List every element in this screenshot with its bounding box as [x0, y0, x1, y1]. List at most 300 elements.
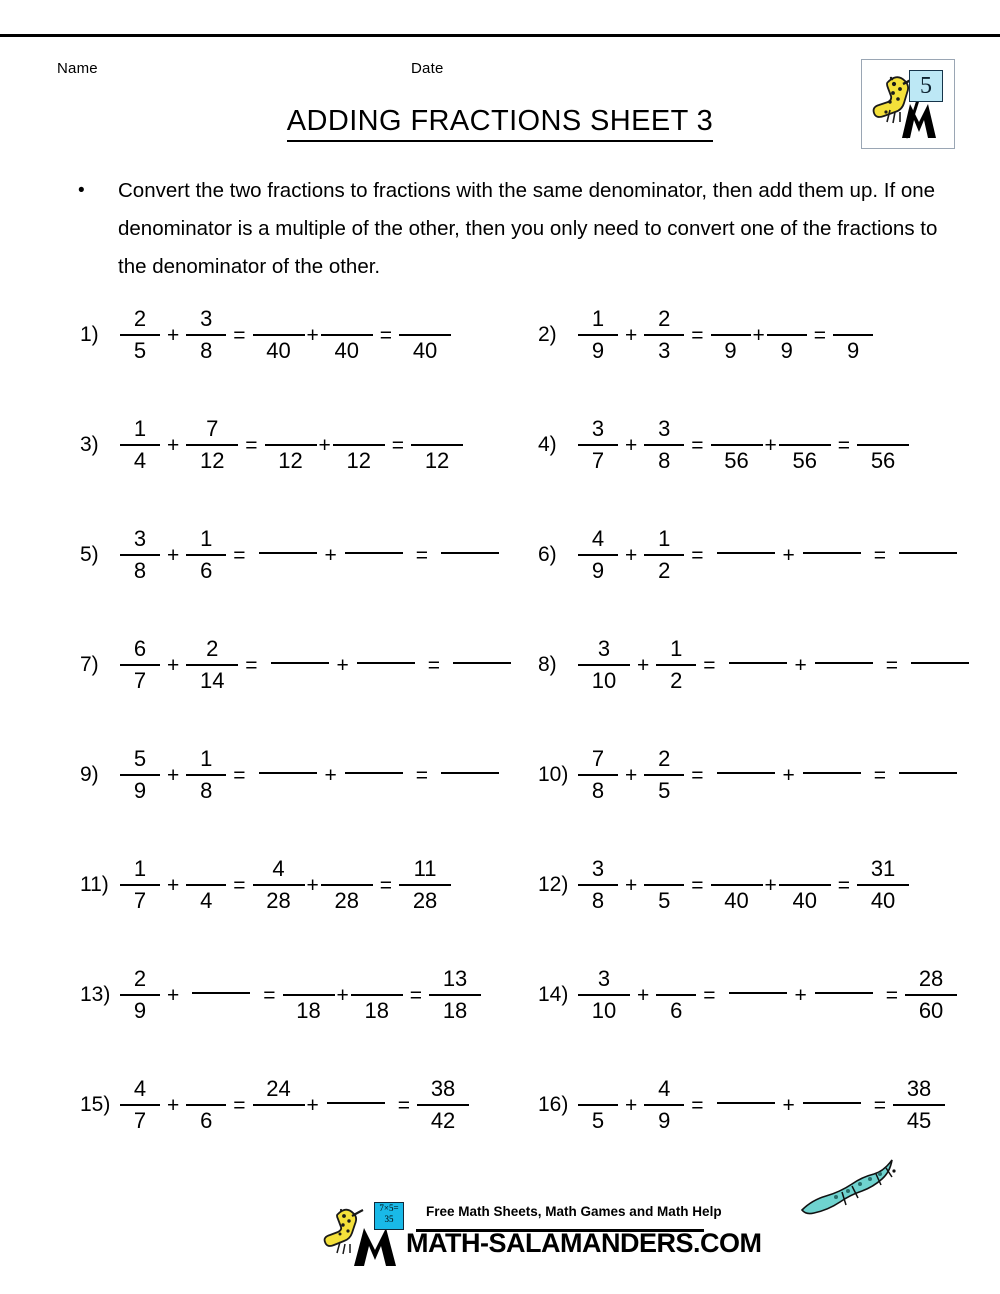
- equals-icon: =: [691, 1093, 704, 1117]
- problem-11-answer-d-denominator: 28: [334, 888, 360, 913]
- problem-2-answer-e[interactable]: [833, 304, 873, 366]
- problem-1-operand-a[interactable]: [120, 304, 160, 366]
- equals-icon: =: [415, 763, 429, 787]
- equals-icon: =: [691, 433, 704, 457]
- date-field-label: Date: [411, 60, 444, 77]
- problem-11-operand-b-numerator: [195, 854, 217, 884]
- problem-number: 15): [80, 1093, 111, 1116]
- problem-7-operand-a-numerator: 6: [133, 636, 147, 661]
- equals-icon: =: [397, 1093, 411, 1117]
- page-title: [0, 105, 1000, 138]
- problem-1-answer-d-denominator: 40: [334, 338, 360, 363]
- problem-6-operand-b-numerator: 1: [658, 526, 671, 551]
- problem-11-answer-c[interactable]: [253, 854, 305, 916]
- problem-14-operand-b-denominator: 6: [670, 998, 683, 1023]
- problem-11-operand-b[interactable]: [186, 854, 226, 916]
- plus-icon: +: [637, 983, 650, 1007]
- problem-1-answer-d-numerator: [336, 304, 358, 334]
- problem-2-answer-d-denominator: 9: [780, 338, 793, 363]
- plus-icon: +: [167, 763, 180, 787]
- problem-3-answer-e-denominator: 12: [424, 448, 450, 473]
- problem-1-answer-d[interactable]: [321, 304, 373, 366]
- equals-icon: =: [233, 543, 246, 567]
- problem-12-operand-b[interactable]: [644, 854, 684, 916]
- problem-1-answer-e-denominator: 40: [412, 338, 438, 363]
- problem-16: [538, 1062, 945, 1148]
- problem-12-answer-c-numerator: [726, 854, 748, 884]
- plus-icon: +: [752, 323, 765, 347]
- problem-5: [80, 512, 505, 598]
- problem-14-answer-c-blank[interactable]: [729, 992, 787, 994]
- problem-4-answer-e-denominator: 56: [870, 448, 896, 473]
- problem-5-operand-b-denominator: 6: [200, 558, 213, 583]
- problem-number: 16): [538, 1093, 569, 1116]
- problem-2-operand-b-numerator: 2: [658, 306, 671, 331]
- problem-12-operand-b-numerator: [653, 854, 675, 884]
- problem-1-operand-b-numerator: 3: [200, 306, 213, 331]
- problem-15-answer-c[interactable]: [253, 1074, 305, 1136]
- plus-icon: +: [336, 653, 349, 677]
- plus-icon: +: [782, 763, 795, 787]
- equals-icon: =: [691, 873, 704, 897]
- problem-10-answer-d-blank[interactable]: [803, 772, 861, 774]
- problem-number: 6): [538, 543, 557, 566]
- problem-7-operand-a[interactable]: [120, 634, 160, 696]
- problem-3-operand-b-numerator: 7: [206, 416, 219, 441]
- problem-12-answer-e[interactable]: [857, 854, 909, 916]
- plus-icon: +: [782, 543, 795, 567]
- problem-10-operand-b-denominator: 5: [658, 778, 671, 803]
- problem-12-answer-c[interactable]: [711, 854, 763, 916]
- problem-row: [0, 732, 1000, 842]
- footer-logo: [318, 1196, 762, 1266]
- equals-icon: =: [691, 323, 704, 347]
- problem-14-operand-b-numerator: [665, 964, 687, 994]
- plus-icon: +: [318, 433, 331, 457]
- problem-4-operand-a[interactable]: [578, 414, 618, 476]
- problem-number: 2): [538, 323, 557, 346]
- problem-8-operand-b-denominator: 2: [670, 668, 683, 693]
- equals-icon: =: [391, 433, 405, 457]
- problem-1-answer-c-numerator: [268, 304, 290, 334]
- problem-15-answer-d-blank[interactable]: [327, 1102, 385, 1104]
- problem-3-answer-c-numerator: [280, 414, 302, 444]
- problem-2-operand-b-denominator: 3: [658, 338, 671, 363]
- problem-number: 12): [538, 873, 569, 896]
- problem-14-answer-e-denominator: 60: [918, 998, 944, 1023]
- problem-15-operand-b-denominator: 6: [200, 1108, 213, 1133]
- equals-icon: =: [245, 653, 258, 677]
- problem-8-operand-a-denominator: 10: [591, 668, 617, 693]
- plus-icon: +: [625, 873, 638, 897]
- plus-icon: +: [324, 763, 337, 787]
- equals-icon: =: [885, 653, 899, 677]
- equals-icon: =: [233, 1093, 246, 1117]
- problem-9-operand-a-numerator: 5: [133, 746, 147, 771]
- problem-6-operand-a-numerator: 4: [591, 526, 605, 551]
- plus-icon: +: [794, 653, 807, 677]
- equals-icon: =: [691, 763, 704, 787]
- problem-6-answer-d-blank[interactable]: [803, 552, 861, 554]
- problem-3-answer-c[interactable]: [265, 414, 317, 476]
- problem-15-operand-a-denominator: 7: [133, 1108, 147, 1133]
- problem-9-operand-b-numerator: 1: [200, 746, 213, 771]
- problem-13-answer-d-denominator: 18: [364, 998, 390, 1023]
- problem-12-answer-c-denominator: 40: [724, 888, 749, 913]
- problem-11-answer-c-denominator: 28: [266, 888, 291, 913]
- problem-row: [0, 402, 1000, 512]
- problem-1-answer-e-numerator: [414, 304, 436, 334]
- problem-2-answer-c-denominator: 9: [724, 338, 737, 363]
- problem-3-answer-c-denominator: 12: [278, 448, 303, 473]
- equals-icon: =: [703, 983, 716, 1007]
- problem-12-operand-a-numerator: 3: [591, 856, 605, 881]
- problem-number: 1): [80, 323, 99, 346]
- problem-8-answer-c-blank[interactable]: [729, 662, 787, 664]
- problem-11-answer-e-numerator: 11: [413, 856, 437, 881]
- problem-2-operand-a-numerator: 1: [591, 306, 605, 331]
- plus-icon: +: [625, 543, 638, 567]
- plus-icon: +: [167, 983, 180, 1007]
- problem-4-answer-e[interactable]: [857, 414, 909, 476]
- plus-icon: +: [625, 433, 638, 457]
- problem-13-operand-a-denominator: 9: [133, 998, 147, 1023]
- footer-tagline: Free Math Sheets, Math Games and Math Help: [426, 1204, 722, 1219]
- problem-number: 5): [80, 543, 99, 566]
- plus-icon: +: [306, 1093, 319, 1117]
- problem-11-operand-a-numerator: 1: [133, 856, 147, 881]
- problem-2-answer-d[interactable]: [767, 304, 807, 366]
- problem-9-answer-c-blank[interactable]: [259, 772, 317, 774]
- problem-3-answer-e-numerator: [426, 414, 448, 444]
- plus-icon: +: [167, 543, 180, 567]
- equals-icon: =: [873, 1093, 887, 1117]
- problem-10-operand-a-denominator: 8: [591, 778, 605, 803]
- problem-1-operand-b-denominator: 8: [200, 338, 213, 363]
- problem-3-operand-a[interactable]: [120, 414, 160, 476]
- problem-3-answer-d[interactable]: [333, 414, 385, 476]
- plus-icon: +: [794, 983, 807, 1007]
- problem-15-operand-a[interactable]: [120, 1074, 160, 1136]
- problem-1-answer-e[interactable]: [399, 304, 451, 366]
- problem-7-operand-a-denominator: 7: [133, 668, 147, 693]
- problem-10-operand-a[interactable]: [578, 744, 618, 806]
- equals-icon: =: [703, 653, 716, 677]
- problem-16-operand-a-numerator: [587, 1074, 609, 1104]
- problem-1-operand-a-denominator: 5: [133, 338, 147, 363]
- problem-4-answer-d[interactable]: [779, 414, 831, 476]
- problem-12-answer-e-denominator: 40: [870, 888, 896, 913]
- problem-13-answer-c[interactable]: [283, 964, 335, 1026]
- problem-12-operand-a-denominator: 8: [591, 888, 605, 913]
- problem-15-operand-b[interactable]: [186, 1074, 226, 1136]
- problem-4-answer-c-numerator: [726, 414, 748, 444]
- problem-8-operand-b[interactable]: [656, 634, 696, 696]
- problem-2-operand-a-denominator: 9: [591, 338, 605, 363]
- equals-icon: =: [813, 323, 827, 347]
- problem-16-operand-a[interactable]: [578, 1074, 618, 1136]
- footer-domain: MATH-SALAMANDERS.COM: [406, 1228, 762, 1258]
- problem-3-operand-a-denominator: 4: [133, 448, 147, 473]
- problem-10-operand-b[interactable]: [644, 744, 684, 806]
- problem-8: [538, 622, 975, 708]
- problem-1-answer-c-denominator: 40: [266, 338, 291, 363]
- name-field-label: Name: [57, 60, 98, 77]
- problem-row: [0, 952, 1000, 1062]
- problem-11-answer-d-numerator: [336, 854, 358, 884]
- problem-12-answer-e-numerator: 31: [870, 856, 896, 881]
- problem-14-answer-e[interactable]: [905, 964, 957, 1026]
- problem-2-answer-d-numerator: [776, 304, 798, 334]
- footer-board-line1: 7×5=: [379, 1203, 399, 1213]
- equals-icon: =: [245, 433, 258, 457]
- problem-14: [538, 952, 957, 1038]
- problem-13-answer-c-numerator: [298, 964, 320, 994]
- problem-9-answer-e-blank[interactable]: [441, 772, 499, 774]
- problem-8-operand-b-numerator: 1: [670, 636, 683, 661]
- problem-9-operand-b-denominator: 8: [200, 778, 213, 803]
- problem-16-answer-d-blank[interactable]: [803, 1102, 861, 1104]
- problem-4-operand-a-denominator: 7: [591, 448, 605, 473]
- instructions: [78, 172, 953, 286]
- problem-row: [0, 512, 1000, 622]
- problem-4-operand-b-numerator: 3: [658, 416, 671, 441]
- problem-number: 10): [538, 763, 569, 786]
- plus-icon: +: [764, 873, 777, 897]
- problem-number: 8): [538, 653, 557, 676]
- problem-13-answer-e[interactable]: [429, 964, 481, 1026]
- problem-1-operand-b[interactable]: [186, 304, 226, 366]
- plus-icon: +: [324, 543, 337, 567]
- footer-board: [374, 1202, 404, 1230]
- problem-11-operand-a[interactable]: [120, 854, 160, 916]
- page-top-rule: [0, 34, 1000, 37]
- problem-row: [0, 622, 1000, 732]
- problem-4-answer-e-numerator: [872, 414, 894, 444]
- problem-7-answer-c-blank[interactable]: [271, 662, 329, 664]
- problem-4-operand-b-denominator: 8: [658, 448, 671, 473]
- problem-5-operand-b[interactable]: [186, 524, 226, 586]
- problem-1-operand-a-numerator: 2: [133, 306, 147, 331]
- problem-7-operand-b-denominator: 14: [200, 668, 225, 693]
- problem-3-answer-e[interactable]: [411, 414, 463, 476]
- problem-10-answer-c-blank[interactable]: [717, 772, 775, 774]
- problem-14-answer-e-numerator: 28: [918, 966, 944, 991]
- problem-13-answer-d[interactable]: [351, 964, 403, 1026]
- plus-icon: +: [167, 433, 180, 457]
- problem-8-operand-a[interactable]: [578, 634, 630, 696]
- problem-15-answer-e-denominator: 42: [430, 1108, 456, 1133]
- problem-11-answer-c-numerator: 4: [272, 856, 285, 881]
- problem-4-answer-c-denominator: 56: [724, 448, 749, 473]
- problem-11-answer-d[interactable]: [321, 854, 373, 916]
- problem-11-answer-e[interactable]: [399, 854, 451, 916]
- problem-8-answer-e-blank[interactable]: [911, 662, 969, 664]
- problem-13-answer-d-numerator: [366, 964, 388, 994]
- problem-12: [538, 842, 909, 928]
- problem-1: [80, 292, 451, 378]
- problem-3-answer-d-numerator: [348, 414, 370, 444]
- problem-2-answer-e-denominator: 9: [846, 338, 860, 363]
- problem-4-operand-a-numerator: 3: [591, 416, 605, 441]
- problem-14-operand-a-numerator: 3: [597, 966, 611, 991]
- equals-icon: =: [415, 543, 429, 567]
- problem-12-answer-d[interactable]: [779, 854, 831, 916]
- instructions-text: Convert the two fractions to fractions with the same denominator, then add them up. If one denominator is a multiple of the other, then you only need to convert one of the fractions to the denominator of the other.: [118, 179, 938, 278]
- problem-6-operand-b-denominator: 2: [658, 558, 671, 583]
- problem-4-answer-d-numerator: [794, 414, 816, 444]
- plus-icon: +: [625, 763, 638, 787]
- problem-3-operand-a-numerator: 1: [133, 416, 147, 441]
- problem-12-operand-a[interactable]: [578, 854, 618, 916]
- problem-12-operand-b-denominator: 5: [658, 888, 671, 913]
- problem-7-answer-d-blank[interactable]: [357, 662, 415, 664]
- plus-icon: +: [637, 653, 650, 677]
- problem-15: [80, 1062, 469, 1148]
- problem-5-operand-a-denominator: 8: [133, 558, 147, 583]
- footer-board-line2: 35: [384, 1214, 394, 1224]
- problem-4: [538, 402, 909, 488]
- problem-row: [0, 842, 1000, 952]
- lizard-icon: [790, 1152, 920, 1222]
- problem-15-answer-e-numerator: 38: [430, 1076, 456, 1101]
- problem-15-answer-c-denominator: [268, 1106, 290, 1136]
- problem-3-answer-d-denominator: 12: [346, 448, 372, 473]
- plus-icon: +: [336, 983, 349, 1007]
- equals-icon: =: [427, 653, 441, 677]
- problem-5-answer-e-blank[interactable]: [441, 552, 499, 554]
- problem-number: 7): [80, 653, 99, 676]
- problem-11: [80, 842, 451, 928]
- problem-13-answer-e-numerator: 13: [442, 966, 468, 991]
- problem-7-operand-b[interactable]: [186, 634, 238, 696]
- problem-2-answer-c-numerator: [720, 304, 742, 334]
- problem-2-answer-c[interactable]: [711, 304, 751, 366]
- problem-16-answer-e-numerator: 38: [906, 1076, 932, 1101]
- problem-5-answer-d-blank[interactable]: [345, 552, 403, 554]
- problem-15-operand-b-numerator: [195, 1074, 217, 1104]
- problem-2-answer-e-numerator: [842, 304, 864, 334]
- problem-12-answer-d-denominator: 40: [792, 888, 818, 913]
- problem-14-operand-a-denominator: 10: [591, 998, 617, 1023]
- problem-16-answer-e[interactable]: [893, 1074, 945, 1136]
- problem-6-answer-c-blank[interactable]: [717, 552, 775, 554]
- problem-10: [538, 732, 963, 818]
- problem-16-answer-c-blank[interactable]: [717, 1102, 775, 1104]
- problem-13-answer-c-denominator: 18: [296, 998, 321, 1023]
- problem-7-operand-b-numerator: 2: [206, 636, 219, 661]
- problem-14-operand-a[interactable]: [578, 964, 630, 1026]
- problem-7: [80, 622, 517, 708]
- problem-13: [80, 952, 481, 1038]
- equals-icon: =: [873, 543, 887, 567]
- problem-9-operand-a[interactable]: [120, 744, 160, 806]
- problem-10-operand-a-numerator: 7: [591, 746, 605, 771]
- plus-icon: +: [167, 653, 180, 677]
- problem-4-answer-c[interactable]: [711, 414, 763, 476]
- problem-11-operand-b-denominator: 4: [200, 888, 213, 913]
- problem-13-operand-a-numerator: 2: [133, 966, 147, 991]
- equals-icon: =: [885, 983, 899, 1007]
- problem-6-operand-a[interactable]: [578, 524, 618, 586]
- equals-icon: =: [873, 763, 887, 787]
- plus-icon: +: [782, 1093, 795, 1117]
- problem-6-operand-a-denominator: 9: [591, 558, 605, 583]
- plus-icon: +: [306, 873, 319, 897]
- page-title-text: ADDING FRACTIONS SHEET 3: [287, 105, 713, 142]
- problem-4-operand-b[interactable]: [644, 414, 684, 476]
- equals-icon: =: [409, 983, 423, 1007]
- equals-icon: =: [691, 543, 704, 567]
- problem-5-operand-a[interactable]: [120, 524, 160, 586]
- plus-icon: +: [625, 1093, 638, 1117]
- problem-13-operand-a[interactable]: [120, 964, 160, 1026]
- problem-2: [538, 292, 873, 378]
- problem-2-operand-b[interactable]: [644, 304, 684, 366]
- problem-16-answer-e-denominator: 45: [906, 1108, 932, 1133]
- problem-3-operand-b[interactable]: [186, 414, 238, 476]
- problem-9-operand-a-denominator: 9: [133, 778, 147, 803]
- problem-12-answer-d-numerator: [794, 854, 816, 884]
- grade-board: [909, 70, 943, 102]
- plus-icon: +: [167, 873, 180, 897]
- problem-4-answer-d-denominator: 56: [792, 448, 818, 473]
- problem-5-operand-b-numerator: 1: [200, 526, 213, 551]
- problem-10-operand-b-numerator: 2: [658, 746, 671, 771]
- problem-9-operand-b[interactable]: [186, 744, 226, 806]
- problem-15-answer-e[interactable]: [417, 1074, 469, 1136]
- problem-5-operand-a-numerator: 3: [133, 526, 147, 551]
- equals-icon: =: [233, 323, 246, 347]
- problem-6: [538, 512, 963, 598]
- problem-16-operand-b-denominator: 9: [658, 1108, 671, 1133]
- problem-3: [80, 402, 463, 488]
- problem-5-answer-c-blank[interactable]: [259, 552, 317, 554]
- equals-icon: =: [379, 873, 393, 897]
- problem-number: 3): [80, 433, 99, 456]
- equals-icon: =: [837, 433, 851, 457]
- grade-number: 5: [920, 73, 932, 99]
- plus-icon: +: [167, 323, 180, 347]
- problem-number: 13): [80, 983, 111, 1006]
- equals-icon: =: [233, 763, 246, 787]
- problem-number: 4): [538, 433, 557, 456]
- problem-14-operand-b[interactable]: [656, 964, 696, 1026]
- problem-1-answer-c[interactable]: [253, 304, 305, 366]
- problem-7-answer-e-blank[interactable]: [453, 662, 511, 664]
- plus-icon: +: [625, 323, 638, 347]
- problem-8-answer-d-blank[interactable]: [815, 662, 873, 664]
- plus-icon: +: [167, 1093, 180, 1117]
- equals-icon: =: [837, 873, 851, 897]
- problem-15-operand-a-numerator: 4: [133, 1076, 147, 1101]
- problem-13-operand-b-blank[interactable]: [192, 992, 250, 994]
- problem-16-operand-a-denominator: 5: [591, 1108, 605, 1133]
- plus-icon: +: [764, 433, 777, 457]
- problem-16-operand-b-numerator: 4: [658, 1076, 671, 1101]
- problem-11-answer-e-denominator: 28: [412, 888, 438, 913]
- problem-2-operand-a[interactable]: [578, 304, 618, 366]
- problem-14-answer-d-blank[interactable]: [815, 992, 873, 994]
- problem-10-answer-e-blank[interactable]: [899, 772, 957, 774]
- problem-number: 11): [80, 873, 109, 896]
- problem-16-operand-b[interactable]: [644, 1074, 684, 1136]
- grade-logo-box: [861, 59, 955, 149]
- problem-8-operand-a-numerator: 3: [597, 636, 611, 661]
- problem-9-answer-d-blank[interactable]: [345, 772, 403, 774]
- problem-6-answer-e-blank[interactable]: [899, 552, 957, 554]
- problem-6-operand-b[interactable]: [644, 524, 684, 586]
